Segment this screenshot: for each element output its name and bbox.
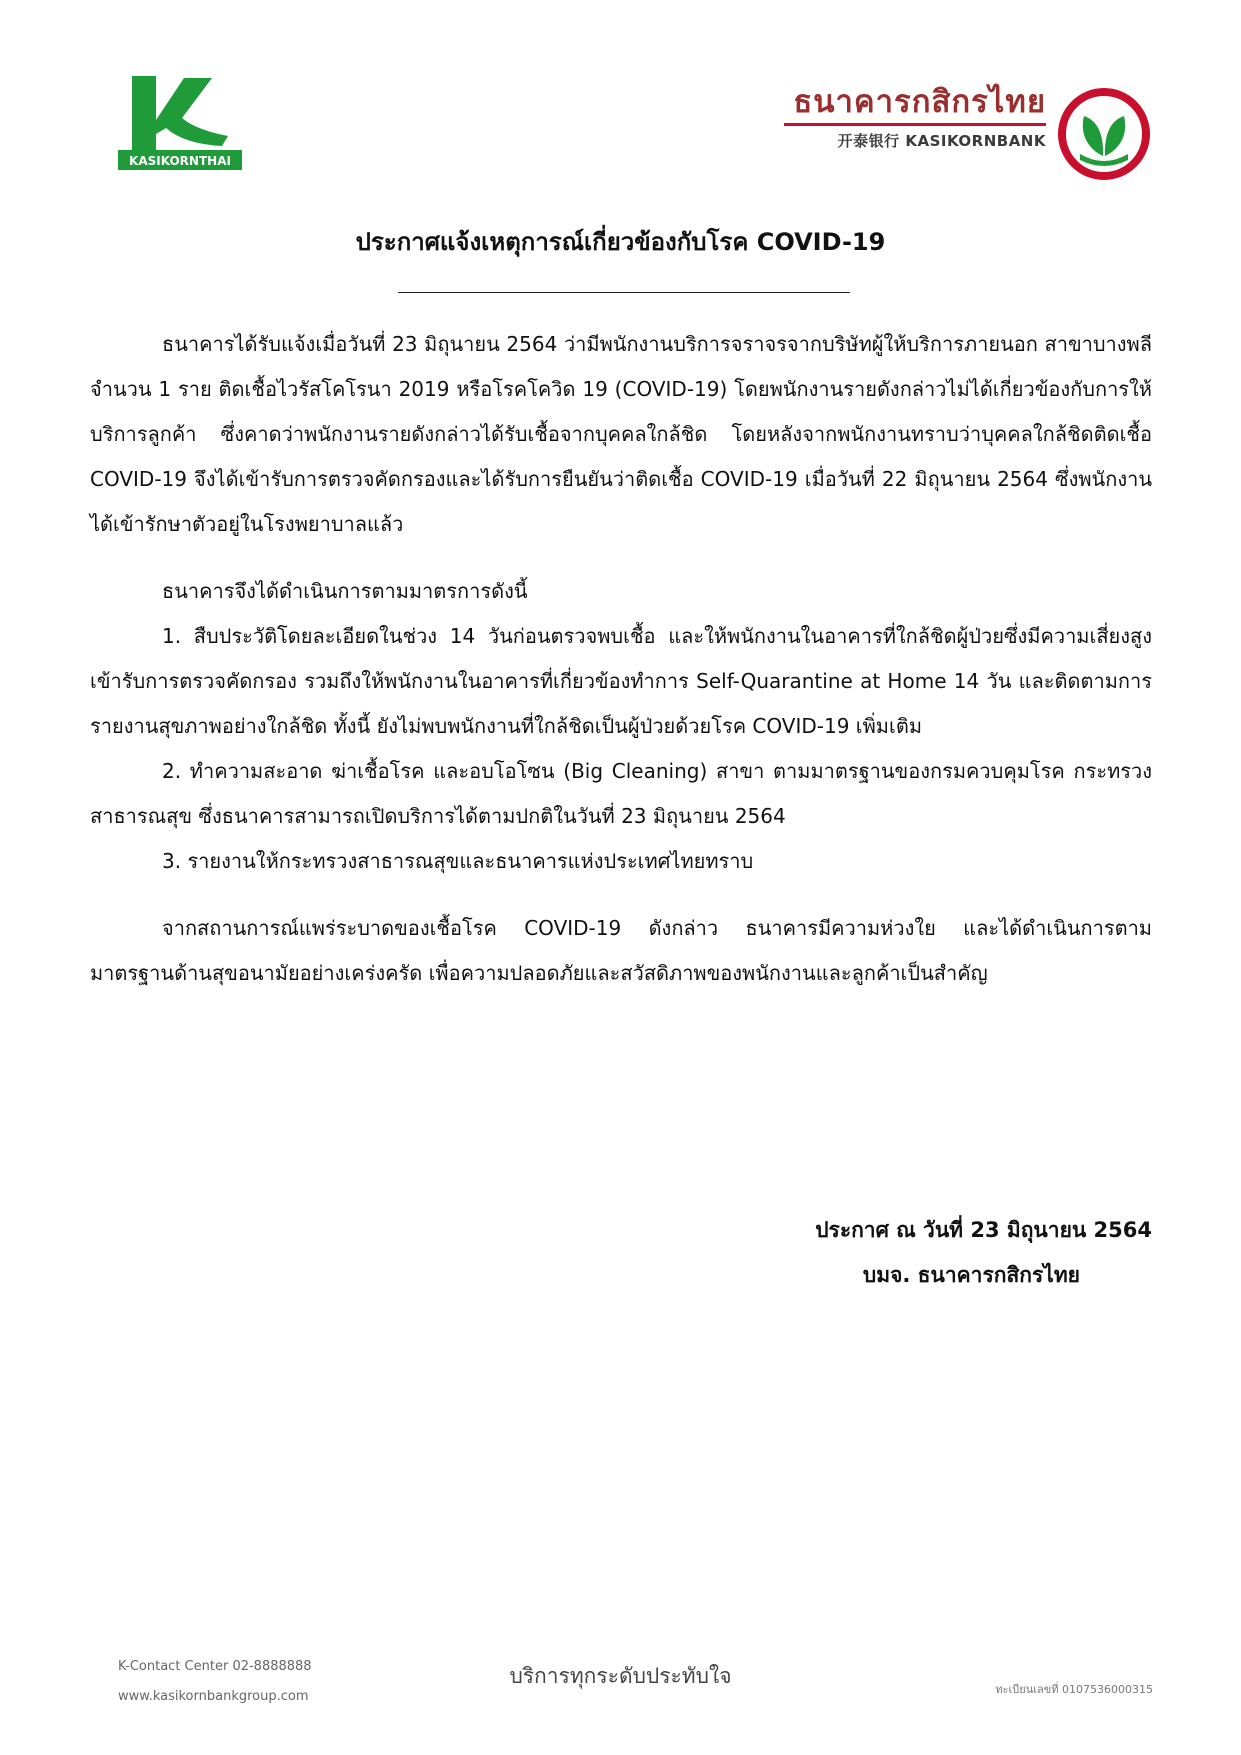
- title-underline: [398, 292, 850, 293]
- page-title: ประกาศแจ้งเหตุการณ์เกี่ยวข้องกับโรค COVID-19: [355, 228, 886, 256]
- measure-item-3: 3. รายงานให้กระทรวงสาธารณสุขและธนาคารแห่งประเทศไทยทราบ: [162, 849, 754, 873]
- announcement-date: ประกาศ ณ วันที่ 23 มิถุนายน 2564: [815, 1218, 1152, 1242]
- kasikornthai-logo: [118, 74, 242, 170]
- issuing-organization: บมจ. ธนาคารกสิกรไทย: [862, 1263, 1080, 1287]
- kasikornbank-emblem-icon: [1056, 86, 1152, 182]
- wordmark-rule: [784, 123, 1046, 126]
- website-link[interactable]: www.kasikornbankgroup.com: [118, 1689, 309, 1704]
- measure-item-1: 1. สืบประวัติโดยละเอียดในช่วง 14 วันก่อนตรวจพบเชื้อ และให้พนักงานในอาคารที่ใกล้ชิดผู้ป่วยซึ่งมีความเสี่ยงสูงเข้ารับการตรวจคัดกรอง รวมถึงให้พนักงานในอาคารที่เกี่ยวข้องทำการ Self-Quarantine at Home 14 วัน และติดตามการรายงานสุขภาพอย่างใกล้ชิด ทั้งนี้ ยังไม่พบพนักงานที่ใกล้ชิดเป็นผู้ป่วยด้วยโรค COVID-19 เพิ่มเติม: [90, 624, 1152, 738]
- bank-name-thai: ธนาคารกสิกรไทย: [793, 84, 1046, 120]
- kasikornthai-logo-text: KASIKORNTHAI: [129, 154, 231, 168]
- measure-item-2: 2. ทำความสะอาด ฆ่าเชื้อโรค และอบโอโซน (Big Cleaning) สาขา ตามมาตรฐานของกรมควบคุมโรค กระทรวงสาธารณสุข ซึ่งธนาคารสามารถเปิดบริการได้ตามปกติในวันที่ 23 มิถุนายน 2564: [90, 759, 1152, 828]
- signature-block: [815, 1208, 1152, 1298]
- kasikornbank-wordmark: [784, 82, 1046, 151]
- announcement-body: [90, 322, 1152, 996]
- registration-number: ทะเบียนเลขที่ 0107536000315: [995, 1683, 1153, 1696]
- bank-name-en: 开泰银行 KASIKORNBANK: [837, 132, 1046, 150]
- footer-slogan: บริการทุกระดับประทับใจ: [509, 1664, 732, 1688]
- paragraph-measures-intro: ธนาคารจึงได้ดำเนินการตามมาตรการดังนี้: [162, 579, 528, 603]
- paragraph-incident: ธนาคารได้รับแจ้งเมื่อวันที่ 23 มิถุนายน 2564 ว่ามีพนักงานบริการจราจรจากบริษัทผู้ให้บริการภายนอก สาขาบางพลี จำนวน 1 ราย ติดเชื้อไวรัสโคโรนา 2019 หรือโรคโควิด 19 (COVID-19) โดยพนักงานรายดังกล่าวไม่ได้เกี่ยวข้องกับการให้บริการลูกค้า ซึ่งคาดว่าพนักงานรายดังกล่าวได้รับเชื้อจากบุคคลใกล้ชิด โดยหลังจากพนักงานทราบว่าบุคคลใกล้ชิดติดเชื้อ COVID-19 จึงได้เข้ารับการตรวจคัดกรองและได้รับการยืนยันว่าติดเชื้อ COVID-19 เมื่อวันที่ 22 มิถุนายน 2564 ซึ่งพนักงานได้เข้ารักษาตัวอยู่ในโรงพยาบาลแล้ว: [90, 332, 1152, 536]
- paragraph-closing: จากสถานการณ์แพร่ระบาดของเชื้อโรค COVID-19 ดังกล่าว ธนาคารมีความห่วงใย และได้ดำเนินการตามมาตรฐานด้านสุขอนามัยอย่างเคร่งครัด เพื่อความปลอดภัยและสวัสดิภาพของพนักงานและลูกค้าเป็นสำคัญ: [90, 916, 1152, 985]
- contact-center: K-Contact Center 02-8888888: [118, 1659, 312, 1674]
